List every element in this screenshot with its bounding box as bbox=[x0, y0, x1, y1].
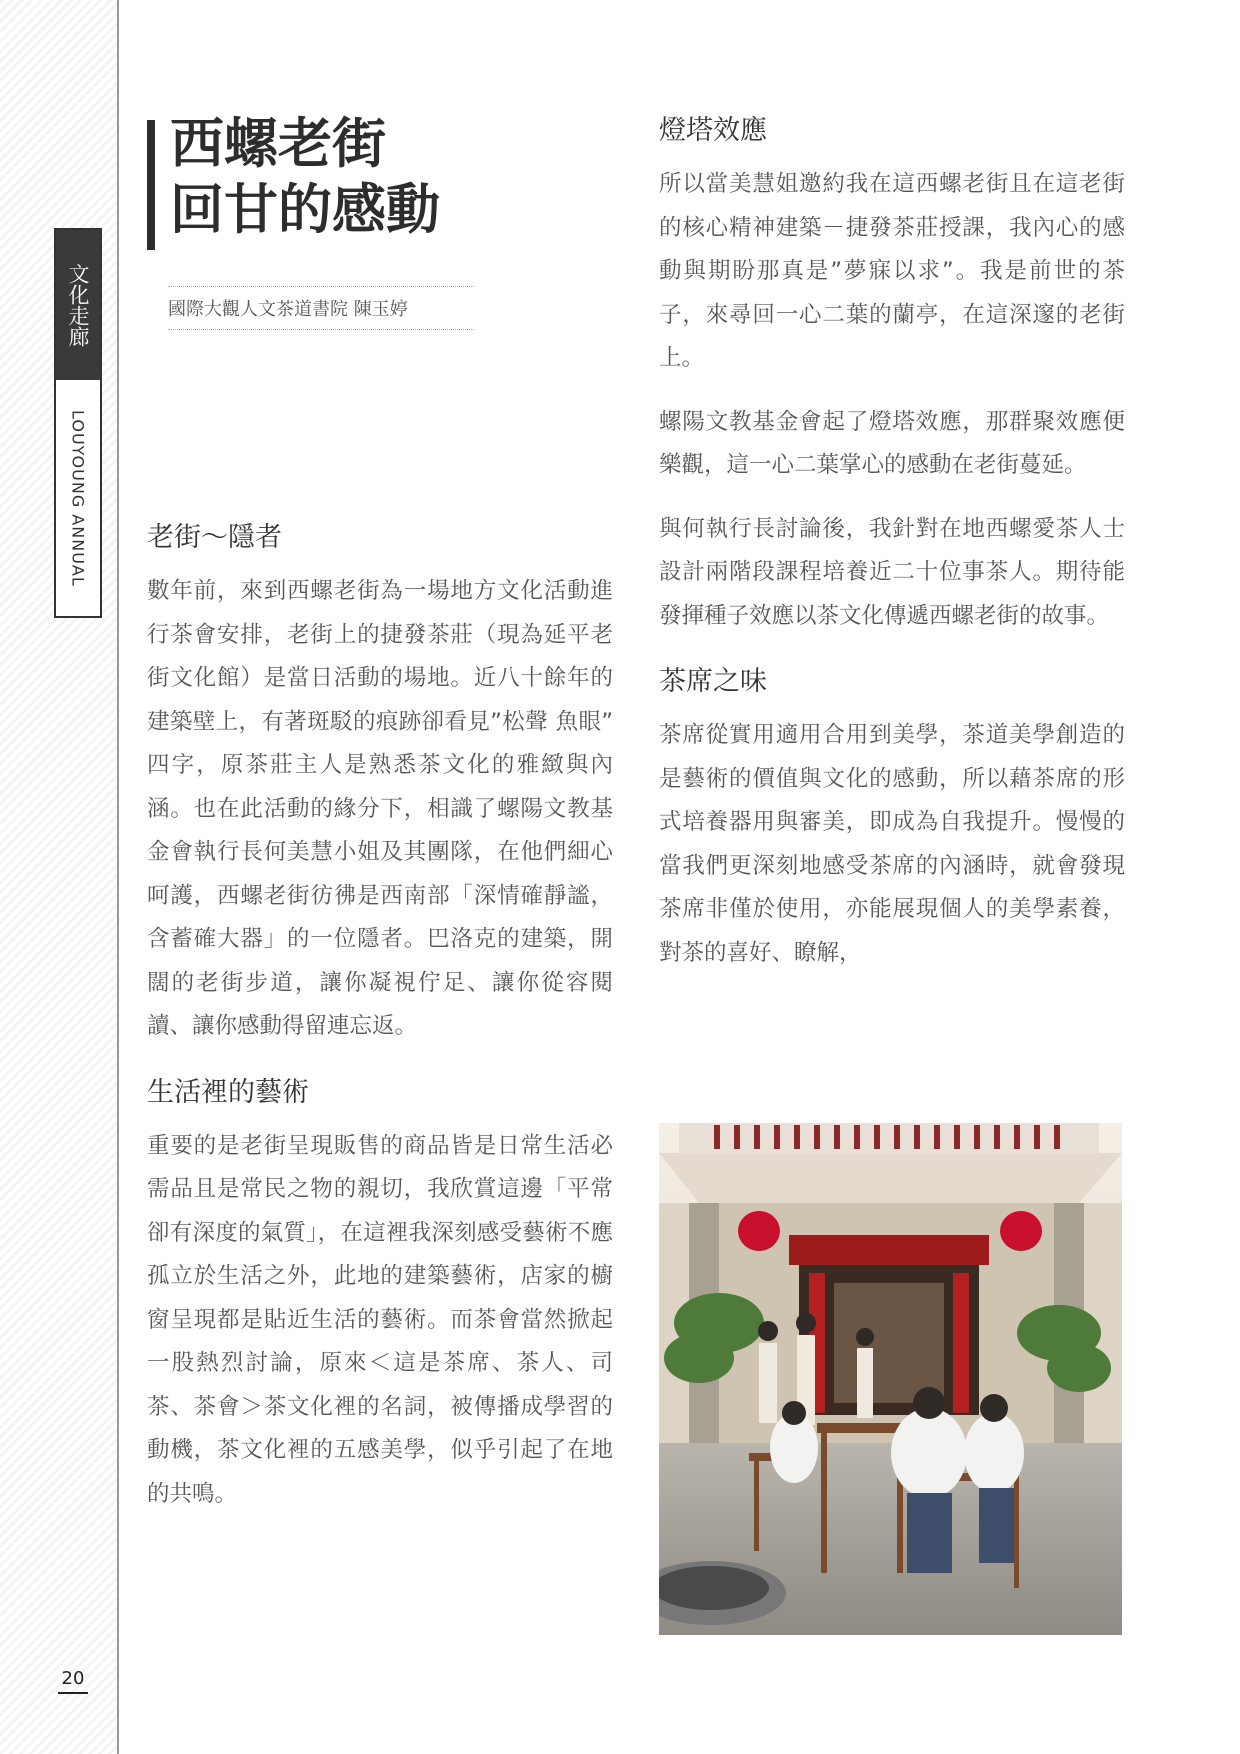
title-accent-bar bbox=[147, 120, 155, 250]
left-column bbox=[147, 520, 613, 1536]
body-paragraph: 螺陽文教基金會起了燈塔效應，那群聚效應便樂觀，這一心二葉掌心的感動在老街蔓延。 bbox=[659, 408, 1125, 478]
section-tab bbox=[54, 228, 102, 618]
author-byline: 國際大觀人文茶道書院 陳玉婷 bbox=[168, 286, 474, 330]
body-paragraph: 茶席從實用適用合用到美學，茶道美學創造的是藝術的價值與文化的感動，所以藉茶席的形式培養器用與審美，即成為自我提升。慢慢的當我們更深刻地感受茶席的內涵時，就會發現茶席非僅於使用，亦能展現個人的美學素養，對茶的喜好、瞭解， bbox=[659, 722, 1125, 966]
title-line-1: 西螺老街 bbox=[170, 111, 386, 175]
section-heading: 生活裡的藝術 bbox=[147, 1076, 309, 1108]
page-number: 20 bbox=[58, 1668, 88, 1694]
section-tab-en: LOUYOUNG ANNUAL bbox=[68, 409, 88, 587]
section-tea-table bbox=[659, 664, 1125, 975]
title-line-2: 回甘的感動 bbox=[170, 177, 440, 241]
tea-gathering-photo bbox=[659, 1123, 1122, 1635]
right-column bbox=[659, 113, 1125, 995]
body-paragraph: 與何執行長討論後，我針對在地西螺愛茶人士設計兩階段課程培養近二十位事茶人。期待能發揮種子效應以茶文化傳遞西螺老街的故事。 bbox=[659, 515, 1125, 629]
body-paragraph: 所以當美慧姐邀約我在這西螺老街且在這老街的核心精神建築－捷發茶莊授課，我內心的感動與期盼那真是”夢寐以求”。我是前世的茶子，來尋回一心二葉的蘭亭，在這深邃的老街上。 bbox=[659, 171, 1125, 371]
section-heading: 茶席之味 bbox=[659, 666, 767, 697]
section-tab-zh: 文化走廊 bbox=[56, 230, 100, 380]
section-lighthouse bbox=[659, 113, 1125, 638]
body-paragraph: 數年前，來到西螺老街為一場地方文化活動進行茶會安排，老街上的捷發茶莊（現為延平老街文化館）是當日活動的場地。近八十餘年的建築壁上，有著斑駁的痕跡卻看見”松聲 魚眼” 四字，原茶莊主人是熟悉茶文化的雅緻與內涵。也在此活動的緣分下，相識了螺陽文教基金會執行長何美慧小姐及其團隊，在他們細心呵護，西螺老街彷彿是西南部「深情確靜謐，含蓄確大器」的一位隱者。巴洛克的建築，開闊的老街步道，讓你凝視佇足、讓你從容閱讀、讓你感動得留連忘返。 bbox=[147, 578, 613, 1039]
article-title bbox=[170, 110, 440, 242]
body-paragraph: 重要的是老街呈現販售的商品皆是日常生活必需品且是常民之物的親切，我欣賞這邊「平常卻有深度的氣質」，在這裡我深刻感受藝術不應孤立於生活之外，此地的建築藝術，店家的櫥窗呈現都是貼近生活的藝術。而茶會當然掀起一股熱烈討論，原來＜這是茶席、茶人、司茶、茶會＞茶文化裡的名詞，被傳播成學習的動機，茶文化裡的五感美學，似乎引起了在地的共鳴。 bbox=[147, 1132, 613, 1507]
photo-illustration bbox=[659, 1123, 1122, 1635]
section-old-street bbox=[147, 520, 613, 1049]
section-art-of-life bbox=[147, 1075, 613, 1517]
section-heading: 燈塔效應 bbox=[659, 115, 767, 146]
section-heading: 老街～隱者 bbox=[147, 522, 282, 553]
margin-divider bbox=[117, 0, 119, 1754]
